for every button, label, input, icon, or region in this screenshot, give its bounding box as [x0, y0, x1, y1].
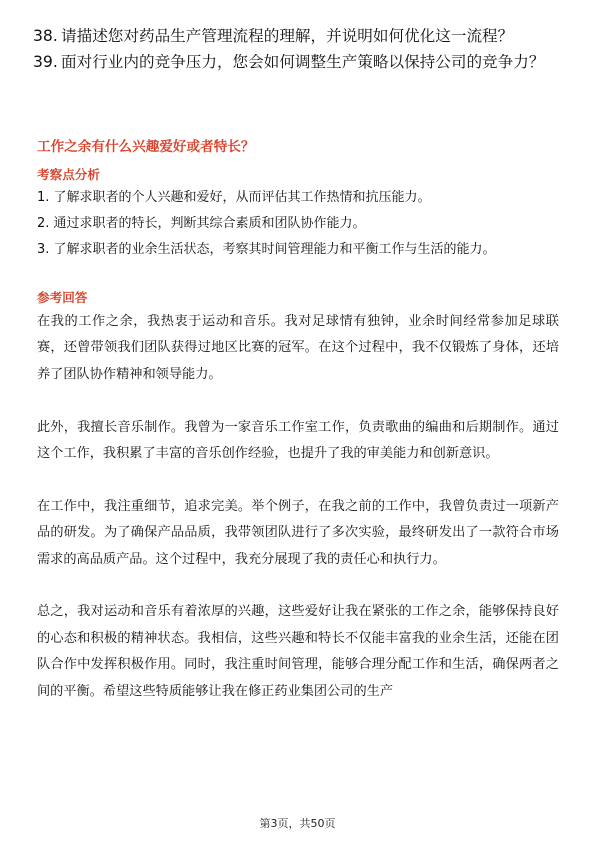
answer-body: [37, 309, 559, 731]
question-text: 面对行业内的竞争压力，您会如何调整生产策略以保持公司的竞争力？: [61, 53, 545, 71]
answer-title: 参考回答: [37, 290, 88, 305]
answer-paragraph: 在工作中，我注重细节，追求完美。举个例子，在我之前的工作中，我曾负责过一项新产品的研发。为了确保产品品质，我带领团队进行了多次实验，最终研发出了一款符合市场需求的高品质产品。这个过程中，我充分展现了我的责任心和执行力。: [37, 498, 559, 567]
question-item: [33, 50, 565, 74]
section-heading: 工作之余有什么兴趣爱好或者特长？: [37, 139, 255, 155]
answer-paragraph: 总之，我对运动和音乐有着浓厚的兴趣，这些爱好让我在紧张的工作之余，能够保持良好的心态和积极的精神状态。我相信，这些兴趣和特长不仅能丰富我的业余生活，还能在团队合作中发挥积极作用。同时，我注重时间管理，能够合理分配工作和生活，确保两者之间的平衡。希望这些特质能够让我在修正药业集团公司的生产: [37, 604, 559, 699]
page-number: 第3页，共50页: [259, 817, 336, 830]
analysis-point: 2. 通过求职者的特长，判断其综合素质和团队协作能力。: [37, 216, 366, 231]
analysis-point: 1. 了解求职者的个人兴趣和爱好，从而评估其工作热情和抗压能力。: [37, 190, 431, 205]
question-number: 38.: [33, 27, 58, 45]
answer-paragraph: 此外，我擅长音乐制作。我曾为一家音乐工作室工作，负责歌曲的编曲和后期制作。通过这个工作，我积累了丰富的音乐创作经验，也提升了我的审美能力和创新意识。: [37, 419, 559, 462]
analysis-points: [37, 188, 562, 266]
answer-paragraph: 在我的工作之余，我热衷于运动和音乐。我对足球情有独钟，业余时间经常参加足球联赛，还曾带领我们团队获得过地区比赛的冠军。在这个过程中，我不仅锻炼了身体，还培养了团队协作精神和领导能力。: [37, 314, 559, 382]
question-number: 39.: [33, 53, 58, 71]
question-item: [33, 24, 565, 48]
question-text: 请描述您对药品生产管理流程的理解，并说明如何优化这一流程？: [61, 27, 514, 45]
analysis-title: 考察点分析: [37, 167, 100, 182]
analysis-point: 3. 了解求职者的业余生活状态，考察其时间管理能力和平衡工作与生活的能力。: [37, 242, 496, 257]
question-list: [33, 24, 565, 76]
